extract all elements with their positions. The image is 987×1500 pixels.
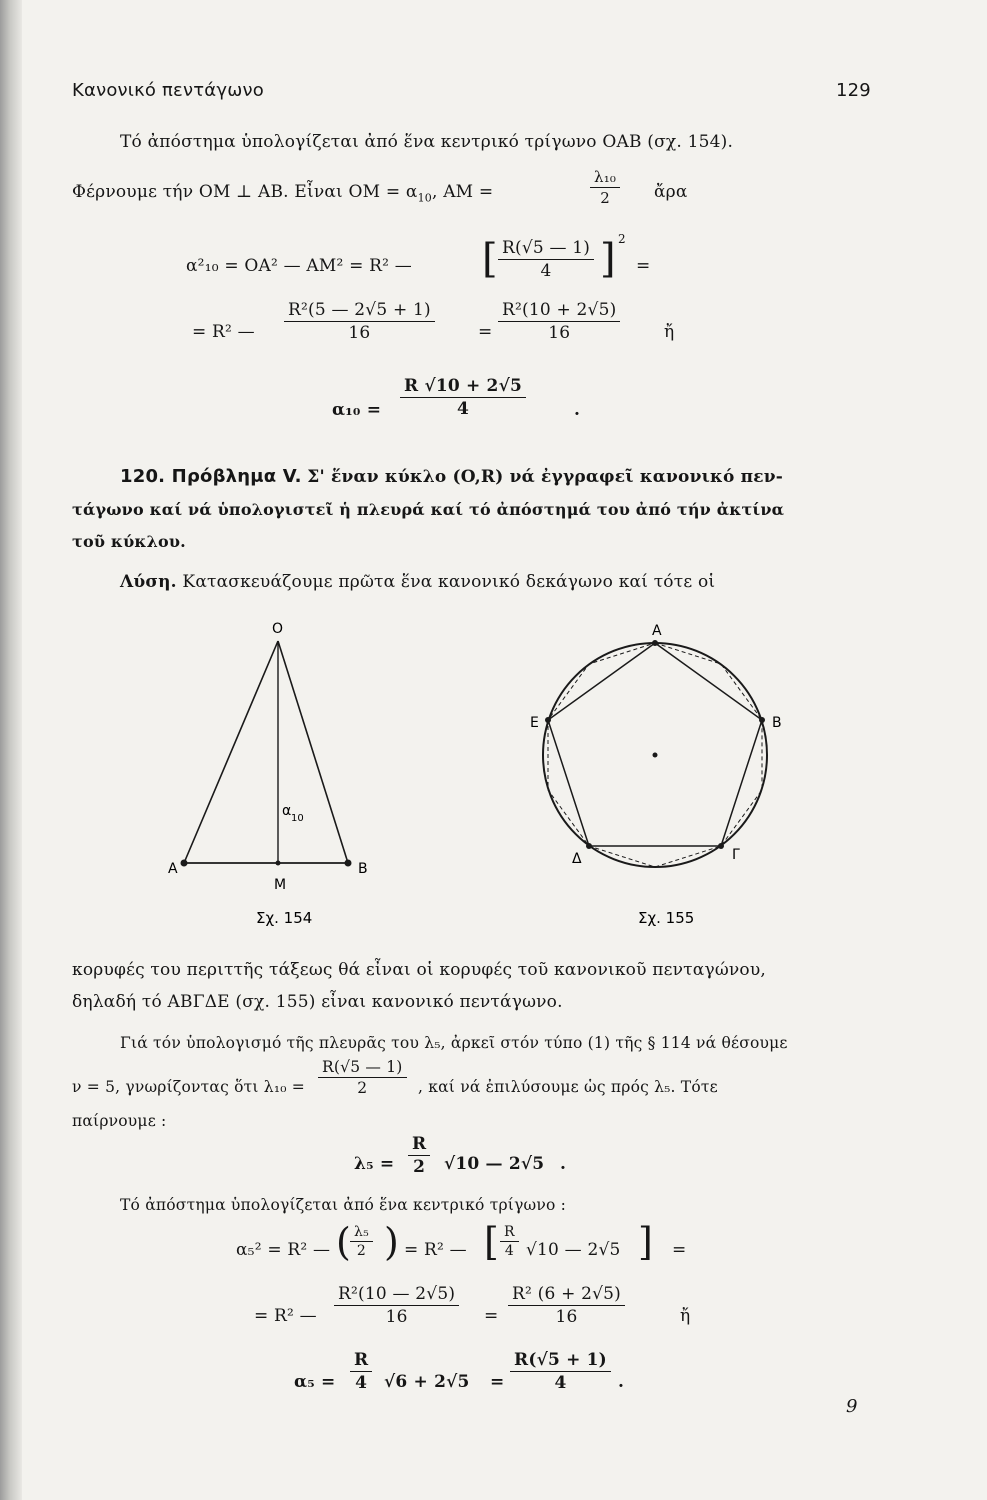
eq5-paren-den: 2	[356, 1243, 366, 1259]
eq4-fraction-den: 2	[413, 1157, 426, 1177]
fig154-side-ob	[278, 641, 348, 863]
fig155-label-g: Γ	[732, 847, 740, 863]
fig155-pentagon	[548, 643, 762, 846]
eq2-fraction-1	[284, 300, 435, 343]
intro-fraction	[590, 168, 620, 207]
eq5-paren-right: )	[384, 1220, 399, 1264]
eq1-fraction	[498, 238, 594, 281]
eq7-root: √6 + 2√5	[384, 1372, 470, 1392]
solution-line-3: δηλαδή τό ΑΒΓΔΕ (σχ. 155) εἶναι κανονικό πεντάγωνο.	[72, 992, 563, 1012]
solution-line-1	[120, 572, 715, 592]
eq7-lhs: α₅ =	[294, 1372, 336, 1392]
eq7-end: .	[618, 1372, 625, 1392]
eq7-equals: =	[490, 1372, 505, 1392]
eq7-fraction-1-num: R	[350, 1350, 372, 1372]
eq5-mid: = R² —	[404, 1240, 467, 1260]
solution-line-6: παίρνουμε :	[72, 1112, 167, 1130]
problem-number: 120. Πρόβλημα V.	[120, 466, 302, 487]
eq2-fraction-2-num: R²(10 + 2√5)	[498, 300, 620, 322]
intro-line-2	[72, 182, 493, 204]
eq3-fraction-den: 4	[456, 399, 470, 419]
eq6-fraction-2-den: 16	[555, 1307, 578, 1327]
fig154-point-m	[276, 861, 281, 866]
eq4-lhs: λ₅ =	[354, 1154, 395, 1174]
intro-line-1: Τό ἀπόστημα ὑπολογίζεται ἀπό ἕνα κεντρικό τρίγωνο ΟΑΒ (σχ. 154).	[120, 132, 734, 152]
fig154-label-alpha-sub: 10	[291, 813, 304, 824]
fig154-side-oa	[184, 641, 278, 863]
eq5-paren-fraction	[350, 1224, 373, 1259]
eq6-or: ἤ	[680, 1306, 691, 1326]
eq6-fraction-2	[508, 1284, 625, 1327]
eq2-fraction-2	[498, 300, 620, 343]
fig155-label-a: A	[652, 623, 662, 639]
eq1-fraction-num: R(√5 — 1)	[498, 238, 594, 260]
fig154-label-b: B	[358, 861, 368, 877]
fig155-label-b: B	[772, 715, 782, 731]
eq4-end: .	[560, 1154, 567, 1174]
eq5-bracket-den: 4	[504, 1243, 514, 1259]
eq5-rhs: =	[672, 1240, 687, 1260]
intro-line-2-sub: 10	[417, 191, 432, 205]
signature-mark: 9	[846, 1396, 858, 1417]
figure-155	[520, 615, 820, 935]
eq1-rhs: =	[636, 256, 651, 276]
eq6-fraction-2-num: R² (6 + 2√5)	[508, 1284, 625, 1306]
eq2-equals: =	[478, 322, 493, 342]
fig155-point-b	[759, 717, 765, 723]
problem-line-2: τάγωνο καί νά ὑπολογιστεῖ ἡ πλευρά καί τό ἀπόστημά του ἀπό τήν ἀκτίνα	[72, 500, 785, 519]
running-header-title: Κανονικό πεντάγωνο	[72, 80, 264, 101]
eq3-lhs: α₁₀ =	[332, 400, 382, 420]
eq5-bracket-num: R	[500, 1224, 519, 1242]
eq7-fraction-2	[510, 1350, 611, 1393]
eq5-bracket-left: [	[484, 1220, 499, 1264]
fig154-point-b	[345, 860, 352, 867]
eq4-fraction	[408, 1134, 430, 1177]
fig154-label-a: A	[168, 861, 178, 877]
intro-fraction-den: 2	[600, 189, 610, 207]
eq1-power: 2	[618, 232, 626, 246]
problem-line-1-text: Σ' ἕναν κύκλο (O,R) νά ἐγγραφεῖ κανονικό πεν-	[307, 467, 784, 487]
eq1-lhs: α²₁₀ = ΟΑ² — ΑΜ² = R² —	[186, 256, 412, 276]
fig155-point-g	[718, 843, 724, 849]
eq3-end: .	[574, 400, 581, 420]
figure-154	[168, 615, 408, 935]
solution-line-5-b: , καί νά ἐπιλύσουμε ὡς πρός λ₅. Τότε	[418, 1078, 718, 1096]
solution-line-5-a: ν = 5, γνωρίζοντας ὅτι λ₁₀ =	[72, 1078, 305, 1096]
fig155-point-d	[586, 843, 592, 849]
eq5-bracket-right: ]	[638, 1220, 653, 1264]
eq7-fraction-2-den: 4	[554, 1373, 567, 1393]
eq4-root: √10 — 2√5	[444, 1154, 545, 1174]
eq3-fraction	[400, 376, 526, 419]
page-number: 129	[836, 80, 871, 101]
eq5-bracket-root: √10 — 2√5	[526, 1240, 621, 1260]
eq6-lhs: = R² —	[254, 1306, 317, 1326]
solution-line-5-fraction-den: 2	[357, 1079, 368, 1097]
eq3-fraction-num: R √10 + 2√5	[400, 376, 526, 398]
eq1-fraction-den: 4	[540, 261, 552, 281]
fig155-label-d: Δ	[572, 851, 582, 867]
intro-fraction-num: λ₁₀	[590, 168, 620, 188]
solution-line-5-fraction	[318, 1058, 407, 1097]
solution-label: Λύση.	[120, 572, 177, 592]
eq1-bracket-right: ]	[600, 236, 616, 282]
solution-line-2: κορυφές του περιττῆς τάξεως θά εἶναι οἱ κορυφές τοῦ κανονικοῦ πενταγώνου,	[72, 960, 766, 980]
fig155-point-a	[652, 640, 658, 646]
eq7-fraction-2-num: R(√5 + 1)	[510, 1350, 611, 1372]
eq4-fraction-num: R	[408, 1134, 430, 1156]
eq1-bracket-left: [	[482, 236, 498, 282]
fig154-label-alpha: α	[282, 803, 292, 819]
intro-line-2-b: , ΑΜ =	[432, 182, 494, 202]
problem-line-3: τοῦ κύκλου.	[72, 532, 186, 551]
solution-line-4: Γιά τόν ὑπολογισμό τῆς πλευρᾶς του λ₅, ἀρκεῖ στόν τύπο (1) τῆς § 114 νά θέσουμε	[120, 1034, 788, 1052]
eq2-or: ἤ	[664, 322, 675, 342]
problem-line-1	[120, 466, 783, 487]
eq5-lhs: α₅² = R² —	[236, 1240, 331, 1260]
fig154-label-o: O	[272, 621, 284, 637]
eq2-fraction-1-den: 16	[348, 323, 371, 343]
eq5-bracket-fraction	[500, 1224, 519, 1259]
eq5-paren-num: λ₅	[350, 1224, 373, 1242]
solution-line-1-text: Κατασκευάζουμε πρῶτα ἕνα κανονικό δεκάγωνο καί τότε οἱ	[182, 572, 716, 592]
apothem-line: Τό ἀπόστημα ὑπολογίζεται ἀπό ἕνα κεντρικό τρίγωνο :	[120, 1196, 567, 1214]
eq6-fraction-1-den: 16	[385, 1307, 408, 1327]
eq2-fraction-1-num: R²(5 — 2√5 + 1)	[284, 300, 435, 322]
fig154-point-a	[181, 860, 188, 867]
solution-line-5-fraction-num: R(√5 — 1)	[318, 1058, 407, 1078]
intro-line-2-a: Φέρνουμε τήν ΟΜ ⊥ ΑΒ. Εἶναι ΟΜ = α	[72, 182, 418, 202]
scan-gutter-shadow	[0, 0, 22, 1500]
fig154-label-m: M	[274, 877, 287, 893]
fig155-label-e: E	[530, 715, 539, 731]
eq2-fraction-2-den: 16	[548, 323, 571, 343]
intro-line-2-c: ἄρα	[654, 182, 688, 202]
fig154-caption: Σχ. 154	[256, 909, 313, 927]
fig155-point-e	[545, 717, 551, 723]
eq6-equals: =	[484, 1306, 499, 1326]
eq6-fraction-1-num: R²(10 — 2√5)	[334, 1284, 459, 1306]
eq5-paren-left: (	[336, 1220, 351, 1264]
fig155-caption: Σχ. 155	[638, 909, 695, 927]
eq7-fraction-1-den: 4	[355, 1373, 368, 1393]
eq7-fraction-1	[350, 1350, 372, 1393]
eq2-lhs: = R² —	[192, 322, 255, 342]
fig155-center	[653, 753, 658, 758]
eq6-fraction-1	[334, 1284, 459, 1327]
